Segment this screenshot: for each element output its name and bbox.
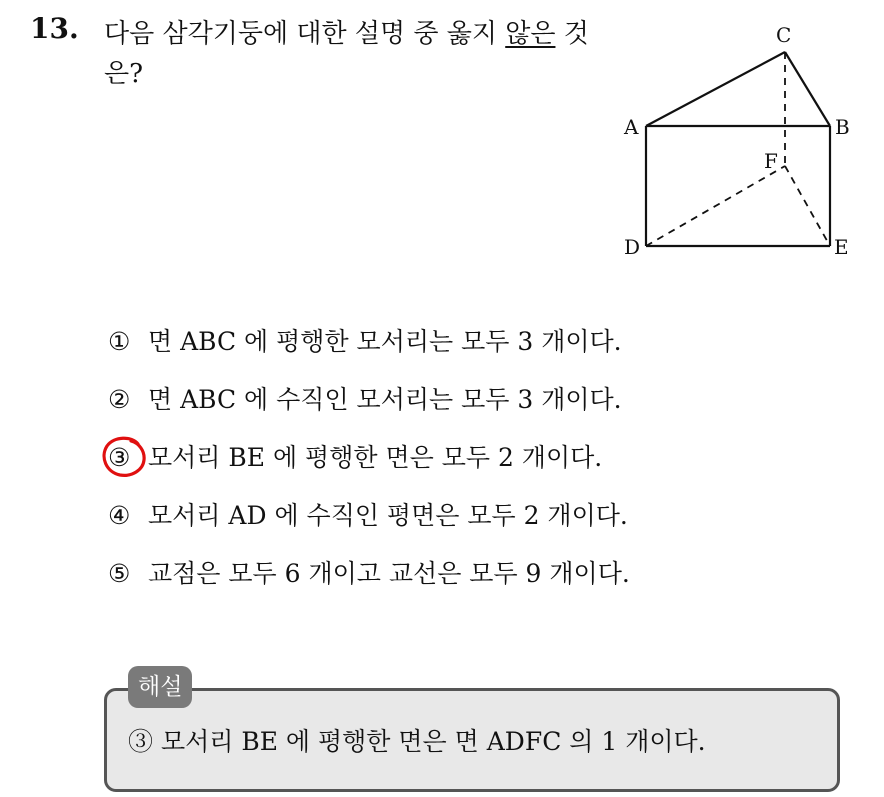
choice-text: 모서리 BE 에 평행한 면은 모두 2 개이다. bbox=[148, 443, 603, 472]
label-C: C bbox=[776, 23, 792, 47]
edge-CB bbox=[785, 52, 830, 126]
choice-number: ③ bbox=[108, 443, 131, 472]
choice-3[interactable] bbox=[108, 434, 788, 492]
question-text-before: 다음 삼각기둥에 대한 설명 중 옳지 bbox=[104, 19, 506, 49]
choice-list bbox=[108, 318, 788, 608]
choice-number: ② bbox=[108, 385, 131, 414]
choice-number: ① bbox=[108, 327, 131, 356]
choice-5[interactable] bbox=[108, 550, 788, 608]
edge-FE-hidden bbox=[785, 166, 830, 246]
triangular-prism-figure bbox=[614, 20, 864, 260]
choice-4[interactable] bbox=[108, 492, 788, 550]
label-A: A bbox=[624, 115, 639, 139]
label-D: D bbox=[624, 235, 641, 259]
label-E: E bbox=[834, 235, 849, 259]
choice-text: 면 ABC 에 평행한 모서리는 모두 3 개이다. bbox=[148, 327, 622, 356]
answer-circle-mark bbox=[98, 430, 154, 482]
choice-text: 모서리 AD 에 수직인 평면은 모두 2 개이다. bbox=[148, 501, 628, 530]
explanation-tag: 해설 bbox=[128, 666, 192, 708]
question-text bbox=[104, 14, 604, 94]
choice-text: 교점은 모두 6 개이고 교선은 모두 9 개이다. bbox=[148, 559, 630, 588]
question-text-after: 것 은? bbox=[104, 19, 589, 89]
question-underlined-word: 않은 bbox=[505, 19, 556, 49]
choice-number: ④ bbox=[108, 501, 131, 530]
choice-number: ⑤ bbox=[108, 559, 131, 588]
choice-2[interactable] bbox=[108, 376, 788, 434]
label-B: B bbox=[835, 115, 850, 139]
choice-1[interactable] bbox=[108, 318, 788, 376]
question-number: 13. bbox=[30, 12, 79, 45]
label-F: F bbox=[764, 149, 778, 173]
edge-DF-hidden bbox=[646, 166, 785, 246]
edge-AC bbox=[646, 52, 785, 126]
explanation-text: ③ 모서리 BE 에 평행한 면은 면 ADFC 의 1 개이다. bbox=[128, 727, 706, 756]
choice-text: 면 ABC 에 수직인 모서리는 모두 3 개이다. bbox=[148, 385, 622, 414]
